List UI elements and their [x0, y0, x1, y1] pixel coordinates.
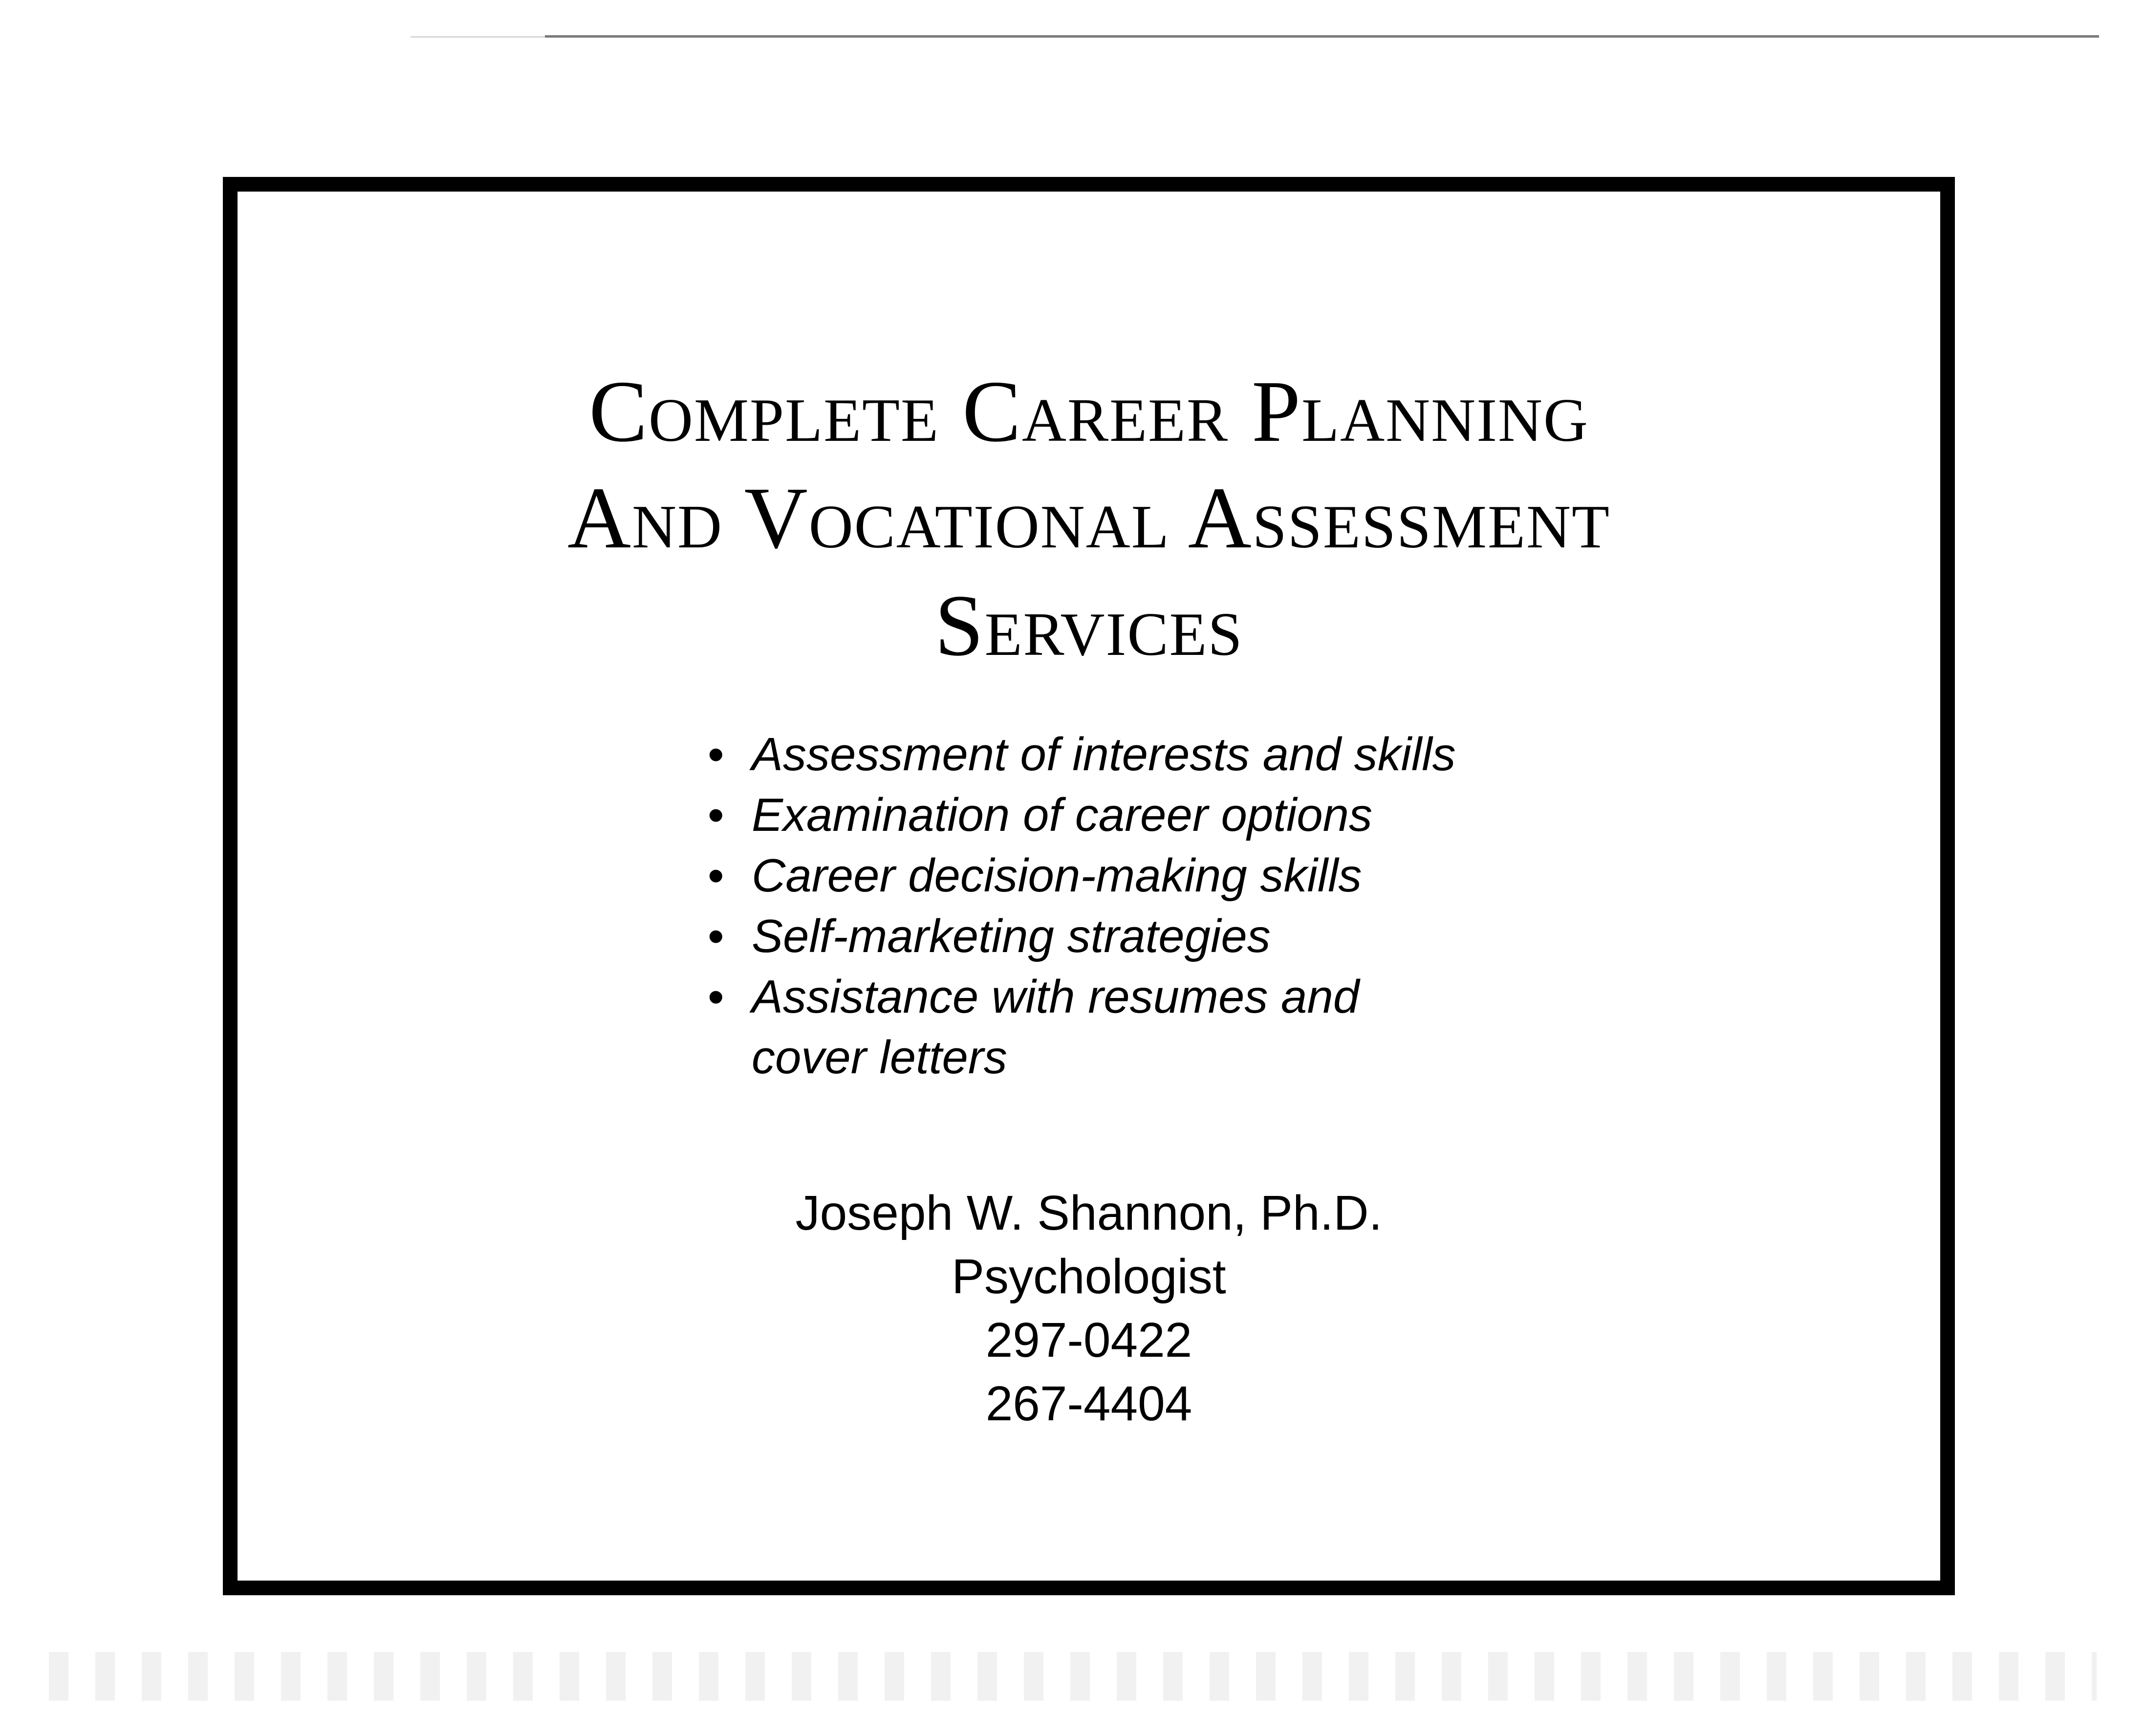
contact-title: Psychologist — [952, 1249, 1226, 1304]
contact-name: Joseph W. Shannon, Ph.D. — [795, 1186, 1383, 1240]
headline-line-1: Complete Career Planning — [588, 363, 1589, 460]
headline-line-2: And Vocational Assessment — [567, 469, 1610, 566]
service-label: Assistance with resumes and — [752, 971, 1360, 1023]
service-label: Examination of career options — [752, 789, 1373, 841]
contact-phone-1: 297-0422 — [985, 1313, 1192, 1367]
list-item — [708, 846, 1587, 906]
list-item-continuation — [708, 1027, 1587, 1088]
scan-noise-strip — [49, 1652, 2097, 1701]
list-item — [708, 724, 1587, 785]
service-label: Self-marketing strategies — [752, 910, 1271, 962]
bullet-icon: • — [708, 728, 724, 781]
list-item — [708, 967, 1587, 1027]
bullet-icon: • — [708, 971, 724, 1023]
bullet-icon: • — [708, 789, 724, 841]
bullet-icon: • — [708, 849, 724, 902]
list-item — [708, 785, 1587, 846]
flyer-border-box — [223, 177, 1955, 1595]
service-label: Assessment of interests and skills — [752, 728, 1456, 781]
service-label: Career decision-making skills — [752, 849, 1362, 902]
headline-line-3: Services — [934, 577, 1243, 674]
services-list — [708, 724, 1587, 1088]
service-label-continued: cover letters — [752, 1031, 1007, 1084]
scan-edge-line-faint — [411, 36, 545, 38]
scan-edge-line — [545, 35, 2099, 38]
contact-phone-2: 267-4404 — [985, 1376, 1192, 1431]
list-item — [708, 906, 1587, 967]
bullet-icon: • — [708, 910, 724, 962]
